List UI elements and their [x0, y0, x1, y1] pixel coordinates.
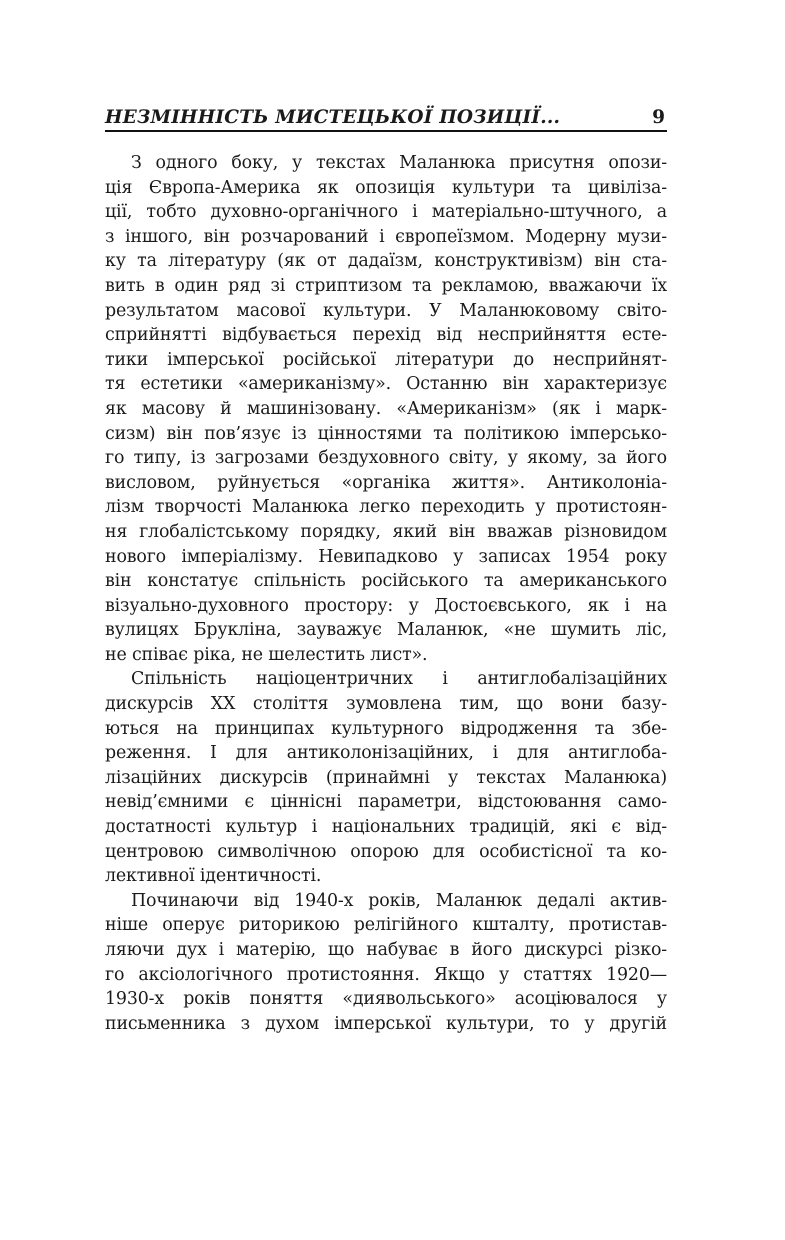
text-line: З одного боку, у текстах Маланюка присутня опози-	[131, 153, 667, 173]
text-line: ції, тобто духовно-органічного і матеріально-штучного, а	[105, 202, 667, 223]
text-line: ються на принципах культурного відродження та збе-	[105, 718, 667, 739]
running-header	[105, 100, 667, 132]
text-line: вить в один ряд зі стриптизом та рекламою, вважаючи їх	[105, 275, 667, 296]
text-line: Починаючи від 1940-х років, Маланюк дедалі актив-	[131, 890, 667, 911]
text-line: ція Європа-Америка як опозиція культури та цивіліза-	[105, 177, 667, 198]
text-line: тики імперської російської літератури до несприйнят-	[105, 349, 667, 370]
text-line: висловом, руйнується «органіка життя». Антиколоніа-	[105, 472, 667, 493]
text-line: сприйнятті відбувається перехід від несприйняття есте-	[105, 325, 667, 346]
text-line: дискурсів ХХ століття зумовлена тим, що вони базу-	[105, 694, 667, 715]
text-line: вулицях Брукліна, зауважує Маланюк, «не шумить ліс,	[105, 620, 667, 641]
text-line: 1930-х років поняття «диявольського» асоціювалося у	[105, 989, 667, 1010]
text-line: результатом масової культури. У Маланюковому світо-	[105, 300, 667, 321]
text-line: не співає ріка, не шелестить лист».	[105, 644, 428, 665]
text-line: ня глобалістському порядку, який він вважав різновидом	[105, 521, 667, 542]
page-number: 9	[652, 107, 665, 128]
text-line: ляючи дух і матерію, що набуває в його дискурсі різко-	[105, 940, 667, 960]
text-line: лізаційних дискурсів (принаймні у текстах Маланюка)	[105, 767, 667, 788]
paragraph-3	[105, 889, 667, 1037]
text-line: достатності культур і національних традицій, які є від-	[105, 817, 667, 838]
text-line: ніше оперує риторикою релігійного кшталту, протистав-	[105, 915, 667, 936]
text-line: тя естетики «американізму». Останню він характеризує	[105, 374, 667, 395]
text-line: реження. І для антиколонізаційних, і для антиглоба-	[105, 743, 667, 764]
paragraph-2	[105, 667, 667, 888]
text-line: го типу, із загрозами бездуховного світу, у якому, за його	[105, 448, 667, 469]
text-line: сизм) він пов’язує із цінностями та політикою імперсько-	[105, 423, 667, 444]
text-line: з іншого, він розчарований і європеїзмом. Модерну музи-	[105, 226, 667, 247]
text-line: Спільність націоцентричних і антиглобалізаційних	[131, 669, 667, 690]
text-line: як масову й машинізовану. «Американізм» (як і марк-	[105, 398, 667, 419]
text-line: візуально-духовного простору: у Достоєвського, як і на	[105, 595, 667, 616]
text-line: він констатує спільність російського та американського	[105, 571, 667, 592]
text-line: ку та літературу (як от дадаїзм, конструктивізм) він ста-	[105, 251, 667, 272]
book-page	[105, 100, 667, 1036]
text-line: го аксіологічного протистояння. Якщо у статтях 1920—	[105, 964, 667, 985]
running-title: НЕЗМІННІСТЬ МИСТЕЦЬКОЇ ПОЗИЦІЇ...	[105, 107, 561, 128]
paragraph-1	[105, 151, 667, 667]
text-line: нового імперіалізму. Невипадково у записах 1954 року	[105, 546, 667, 567]
text-line: лективної ідентичності.	[105, 866, 322, 887]
text-line: письменника з духом імперської культури, то у другій	[105, 1013, 667, 1034]
body-text	[105, 151, 667, 1036]
text-line: невід’ємними є ціннісні параметри, відстоювання само-	[105, 792, 667, 813]
text-line: лізм творчості Маланюка легко переходить у протистоян-	[105, 497, 667, 518]
text-line: центровою символічною опорою для особистісної та ко-	[105, 841, 667, 862]
